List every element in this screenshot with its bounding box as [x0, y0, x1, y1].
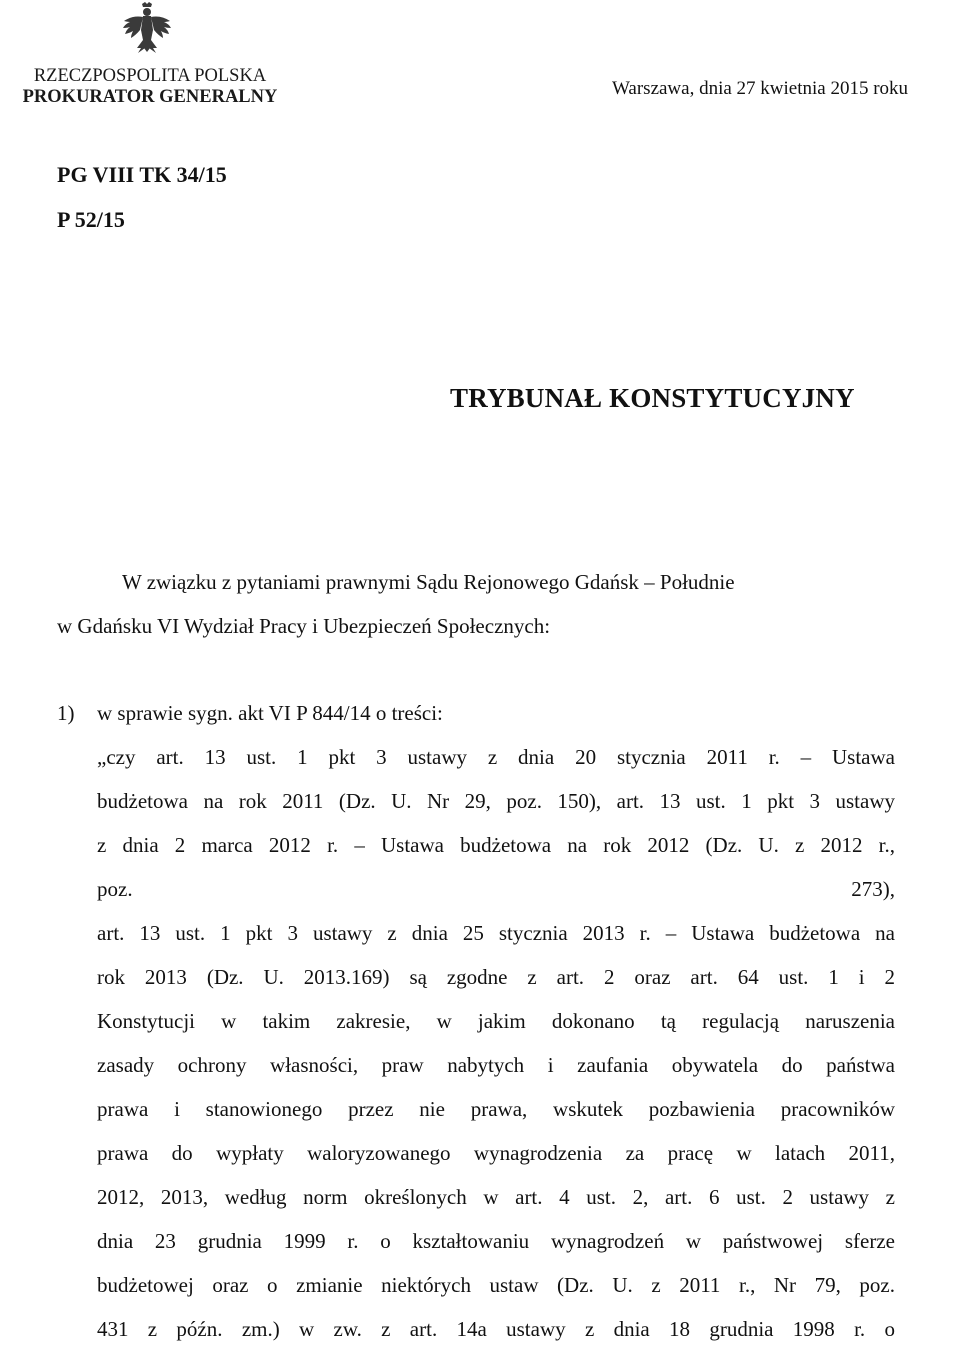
- intro-line-1: W związku z pytaniami prawnymi Sądu Rejonowego Gdańsk – Południe: [122, 570, 735, 594]
- addressee: TRYBUNAŁ KONSTYTUCYJNY: [450, 383, 855, 413]
- question-line: 431 z późn. zm.) w zw. z art. 14a ustawy z dnia 18 grudnia 1998 r. o: [97, 1317, 895, 1341]
- question-line: zasady ochrony własności, praw nabytych i zaufania obywatela do państwa: [97, 1053, 895, 1077]
- question-line: dnia 23 grudnia 1999 r. o kształtowaniu wynagrodzeń w państwowej sferze: [97, 1229, 895, 1253]
- question-line: Konstytucji w takim zakresie, w jakim dokonano tą regulacją naruszenia: [97, 1009, 895, 1033]
- question-line: z dnia 2 marca 2012 r. – Ustawa budżetowa na rok 2012 (Dz. U. z 2012 r.,: [97, 833, 895, 857]
- issuer-country: RZECZPOSPOLITA POLSKA: [33, 66, 267, 86]
- case-signature-1: PG VIII TK 34/15: [57, 162, 227, 187]
- question-line: budżetowa na rok 2011 (Dz. U. Nr 29, poz. 150), art. 13 ust. 1 pkt 3 ustawy: [97, 789, 895, 813]
- question-line: „czy art. 13 ust. 1 pkt 3 ustawy z dnia 20 stycznia 2011 r. – Ustawa: [97, 745, 895, 769]
- issuer-block: [0, 66, 300, 108]
- question-line: art. 13 ust. 1 pkt 3 ustawy z dnia 25 stycznia 2013 r. – Ustawa budżetowa na: [97, 921, 895, 945]
- issuer-office: PROKURATOR GENERALNY: [22, 87, 278, 107]
- intro-line-2: w Gdańsku VI Wydział Pracy i Ubezpieczeń Społecznych:: [57, 614, 551, 638]
- question-line: budżetowej oraz o zmianie niektórych ustaw (Dz. U. z 2011 r., Nr 79, poz.: [97, 1273, 895, 1297]
- polish-eagle-emblem-icon: [122, 2, 172, 54]
- question-line: poz. 273),: [97, 877, 895, 901]
- question-line: prawa i stanowionego przez nie prawa, wskutek pozbawienia pracowników: [97, 1097, 895, 1121]
- question-line: prawa do wypłaty waloryzowanego wynagrodzenia za pracę w latach 2011,: [97, 1141, 895, 1165]
- question-line: 2012, 2013, według norm określonych w art. 4 ust. 2, art. 6 ust. 2 ustawy z: [97, 1185, 895, 1209]
- item-text: w sprawie sygn. akt VI P 844/14 o treści:: [97, 701, 443, 725]
- item-number: 1): [57, 701, 75, 725]
- question-line: rok 2013 (Dz. U. 2013.169) są zgodne z art. 2 oraz art. 64 ust. 1 i 2: [97, 965, 895, 989]
- case-signature-2: P 52/15: [57, 207, 125, 232]
- document-date: Warszawa, dnia 27 kwietnia 2015 roku: [612, 78, 909, 99]
